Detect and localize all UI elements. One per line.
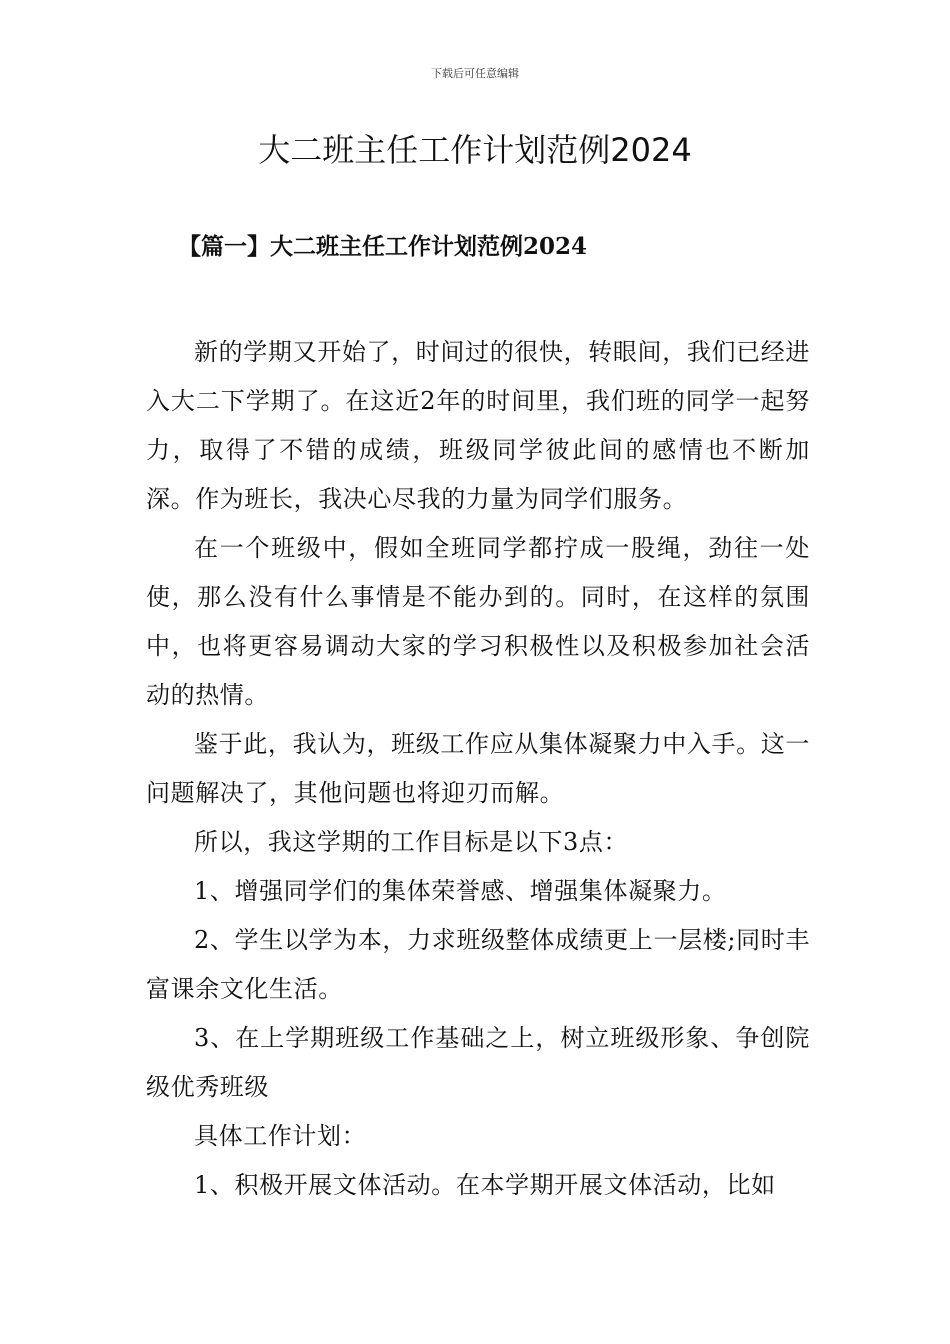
paragraph: 新的学期又开始了，时间过的很快，转眼间，我们已经进入大二下学期了。在这近2年的时间里，我们班的同学一起努力，取得了不错的成绩，班级同学彼此间的感情也不断加深。作为班长，我决心尽我的力量为同学们服务。 — [146, 338, 810, 513]
paragraph: 在一个班级中，假如全班同学都拧成一股绳，劲往一处使，那么没有什么事情是不能办到的。同时，在这样的氛围中，也将更容易调动大家的学习积极性以及积极参加社会活动的热情。 — [146, 534, 810, 709]
paragraph: 所以，我这学期的工作目标是以下3点： — [194, 828, 629, 856]
subheading: 具体工作计划： — [194, 1122, 367, 1150]
list-item: 3、在上学期班级工作基础之上，树立班级形象、争创院级优秀班级 — [146, 1024, 810, 1101]
document-body — [146, 328, 810, 1210]
list-item: 1、积极开展文体活动。在本学期开展文体活动，比如 — [194, 1171, 776, 1199]
header-note: 下载后可任意编辑 — [431, 67, 519, 80]
section-title: 【篇一】大二班主任工作计划范例2024 — [178, 233, 588, 260]
paragraph: 鉴于此，我认为，班级工作应从集体凝聚力中入手。这一问题解决了，其他问题也将迎刃而解。 — [146, 730, 810, 807]
document-title: 大二班主任工作计划范例2024 — [258, 131, 692, 169]
list-item: 2、学生以学为本，力求班级整体成绩更上一层楼;同时丰富课余文化生活。 — [146, 926, 810, 1003]
list-item: 1、增强同学们的集体荣誉感、增强集体凝聚力。 — [194, 877, 727, 905]
